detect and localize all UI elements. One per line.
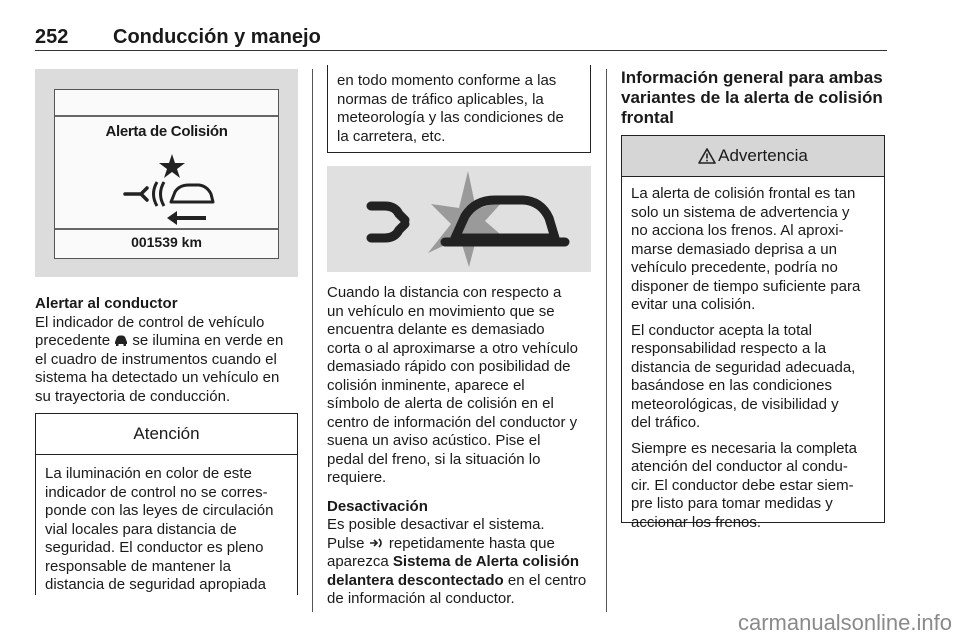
- text-line: ponde con las leyes de circulación: [45, 502, 274, 519]
- warning-triangle-icon: [698, 148, 716, 164]
- warning-title: Advertencia: [718, 146, 808, 165]
- paragraph: [631, 322, 878, 433]
- text-line: encuentra delante es demasiado: [327, 321, 545, 338]
- text-line: distancia de seguridad apropiada: [45, 576, 266, 593]
- text-span: se ilumina en verde en: [132, 332, 284, 349]
- text-span-bold: Sistema de Alerta colisión: [392, 553, 580, 570]
- display-screen: [54, 89, 279, 259]
- vehicle-ahead-icon: [114, 334, 128, 346]
- text-line: accionar los frenos.: [631, 513, 762, 531]
- heading-line: Información general para ambas: [621, 68, 883, 87]
- text-line: [327, 572, 597, 591]
- section-heading: Desactivación: [327, 497, 428, 515]
- text-line: responsable de mantener la: [45, 557, 231, 575]
- text-line: en todo momento conforme a las: [337, 72, 557, 89]
- steering-wheel-button-icon: [369, 537, 385, 549]
- text-line: cir. El conductor debe estar siem-: [631, 476, 854, 494]
- text-line: de información al conductor.: [327, 590, 515, 607]
- text-line: vial locales para distancia de: [45, 520, 237, 538]
- text-line: disponer de tiempo suficiente para: [631, 277, 861, 295]
- text-line: vehículo precedente, podría no: [631, 259, 838, 276]
- section-heading: [621, 68, 891, 128]
- text-line: no acciona los frenos. Al aproxi-: [631, 222, 844, 239]
- text-line: símbolo de alerta de colisión en el: [327, 395, 554, 412]
- text-line: meteorología y las condiciones de: [337, 109, 564, 126]
- heading-line: variantes de la alerta de colisión: [621, 88, 883, 107]
- text-line: [35, 332, 305, 351]
- display-title: Alerta de Colisión: [105, 123, 228, 140]
- text-line: pre listo para tomar medidas y: [631, 495, 833, 512]
- notice-box-continued: [327, 65, 591, 153]
- text-line: evitar una colisión.: [631, 296, 756, 313]
- text-span: en el centro: [507, 571, 587, 589]
- text-line: Cuando la distancia con respecto a: [327, 284, 562, 301]
- text-line: Siempre es necesaria la completa: [631, 439, 857, 457]
- text-line: su trayectoria de conducción.: [35, 387, 231, 405]
- column-divider-1: [312, 69, 313, 612]
- notice-box: [35, 413, 298, 595]
- paragraph: [631, 185, 878, 315]
- text-span: aparezca: [327, 553, 389, 570]
- text-span: Pulse: [327, 534, 365, 552]
- text-line: indicador de control no se corres-: [45, 483, 268, 501]
- text-line: [327, 553, 597, 572]
- warning-title-bar: [622, 136, 884, 177]
- page-number: 252: [35, 26, 69, 48]
- collision-illustration: [327, 166, 591, 272]
- paragraph: [35, 314, 305, 407]
- notice-title: Atención: [36, 414, 297, 455]
- display-bottom-rule: [55, 228, 278, 230]
- notice-body: [36, 455, 297, 595]
- text-line: Es posible desactivar el sistema.: [327, 516, 545, 533]
- instrument-display-figure: [35, 69, 298, 277]
- text-line: el cuadro de instrumentos cuando el: [35, 350, 277, 368]
- text-span: precedente: [35, 332, 111, 349]
- page-title: Conducción y manejo: [113, 26, 321, 48]
- watermark: carmanualsonline.info: [737, 610, 952, 635]
- text-line: del tráfico.: [631, 414, 701, 431]
- text-line: la carretera, etc.: [337, 127, 446, 145]
- header-rule: [35, 50, 887, 51]
- warning-box: [621, 135, 885, 531]
- warning-body: [622, 177, 884, 532]
- text-line: suena un aviso acústico. Pise el: [327, 432, 541, 449]
- collision-warning-icon: [119, 152, 219, 226]
- text-line: solo un sistema de advertencia y: [631, 203, 850, 221]
- text-line: requiere.: [327, 469, 387, 486]
- display-top-rule: [55, 115, 278, 117]
- text-line: demasiado rápido con posibilidad de: [327, 358, 571, 375]
- text-line: corta o al aproximarse a otro vehículo: [327, 339, 578, 357]
- text-line: meteorológicas, de visibilidad y: [631, 395, 839, 413]
- text-line: El indicador de control de vehículo: [35, 313, 265, 331]
- text-line: pedal del freno, si la situación lo: [327, 450, 541, 468]
- text-line: un vehículo en movimiento que se: [327, 302, 555, 320]
- text-line: El conductor acepta la total: [631, 321, 812, 339]
- odometer-readout: 001539 km: [131, 234, 202, 250]
- column-1: [35, 295, 305, 406]
- column-2: [327, 284, 597, 609]
- text-line: La iluminación en color de este: [45, 465, 252, 482]
- text-span-bold: delantera descontectado: [327, 571, 504, 589]
- text-line: sistema ha detectado un vehículo en: [35, 369, 280, 386]
- text-line: normas de tráfico aplicables, la: [337, 90, 544, 108]
- collision-illustration-graphic: [327, 166, 591, 272]
- paragraph: [327, 284, 597, 488]
- text-line: atención del conductor al condu-: [631, 458, 848, 475]
- text-line: marse demasiado deprisa a un: [631, 240, 837, 258]
- text-line: colisión inminente, aparece el: [327, 376, 525, 394]
- heading-line: frontal: [621, 108, 674, 127]
- text-line: centro de información del conductor y: [327, 413, 578, 431]
- text-line: [327, 535, 597, 554]
- text-span: repetidamente hasta que: [388, 534, 555, 552]
- section-heading: Alertar al conductor: [35, 295, 178, 312]
- text-line: responsabilidad respecto a la: [631, 340, 827, 357]
- column-divider-2: [606, 69, 607, 612]
- paragraph: [631, 440, 878, 533]
- text-line: distancia de seguridad adecuada,: [631, 358, 856, 376]
- text-line: seguridad. El conductor es pleno: [45, 539, 264, 556]
- text-line: basándose en las condiciones: [631, 377, 832, 394]
- text-line: La alerta de colisión frontal es tan: [631, 185, 856, 202]
